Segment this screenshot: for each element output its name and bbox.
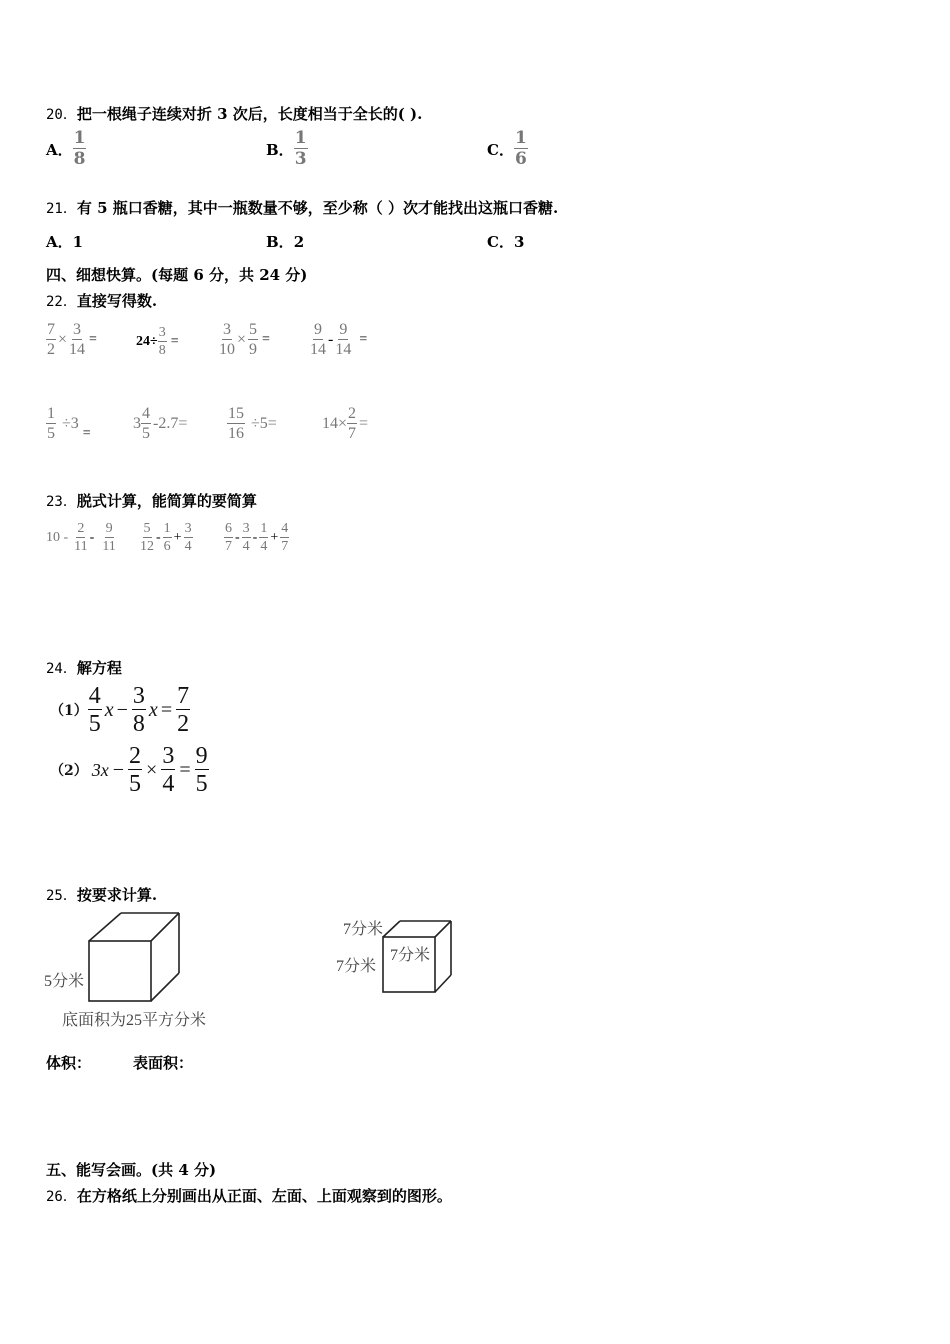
expression: $\frac{5}{12}$ - $\frac{1}{6}$ + $\frac{3}{4}$ bbox=[140, 521, 192, 554]
fraction: $\frac{4}{5}$ bbox=[142, 405, 150, 442]
option-value: 1 bbox=[72, 233, 84, 251]
question-number: 23． bbox=[46, 494, 77, 510]
fraction: $\frac{6}{7}$ bbox=[225, 521, 232, 554]
section-title: 五、能写会画。(共 4 分) bbox=[46, 1161, 217, 1179]
question-26 bbox=[46, 1185, 452, 1206]
question-number: 26． bbox=[46, 1189, 77, 1205]
fraction: $\frac{4}{7}$ bbox=[281, 521, 289, 554]
option-label: A． bbox=[46, 140, 73, 159]
question-text: 解方程 bbox=[76, 659, 122, 677]
fraction: $\frac{1}{6}$ bbox=[514, 128, 527, 169]
section-title: 四、细想快算。(每题 6 分，共 24 分) bbox=[46, 266, 308, 284]
question-23 bbox=[46, 490, 257, 511]
question-number: 25． bbox=[46, 888, 77, 904]
question-text: 直接写得数. bbox=[76, 292, 158, 310]
surface-area-label: 表面积： bbox=[133, 1054, 194, 1072]
fraction: $\frac{5}{9}$ bbox=[249, 321, 258, 358]
fraction: $\frac{3}{4}$ bbox=[162, 743, 175, 797]
question-22 bbox=[46, 290, 157, 311]
cuboid-edge bbox=[151, 913, 179, 941]
expression: 10 - $\frac{2}{11}$ - $\frac{9}{11}$ bbox=[46, 521, 116, 554]
fraction: $\frac{5}{12}$ bbox=[140, 521, 154, 554]
option-a[interactable] bbox=[46, 130, 86, 168]
option-b[interactable] bbox=[266, 130, 308, 168]
cuboid-edge bbox=[151, 973, 179, 1001]
question-text: 有 5 瓶口香糖，其中一瓶数量不够，至少称（ ）次才能找出这瓶口香糖. bbox=[76, 199, 559, 217]
fraction: $\frac{3}{14}$ bbox=[69, 321, 86, 358]
fraction: $\frac{9}{14}$ bbox=[335, 321, 352, 358]
expression: $\frac{15}{16}$ ÷5= bbox=[228, 405, 277, 442]
fraction: $\frac{2}{11}$ bbox=[74, 521, 88, 554]
option-value: 3 bbox=[513, 233, 525, 251]
fraction: $\frac{7}{2}$ bbox=[47, 321, 55, 358]
question-text: 按要求计算. bbox=[76, 886, 158, 904]
option-c[interactable] bbox=[487, 231, 524, 252]
fraction: $\frac{3}{4}$ bbox=[242, 521, 250, 554]
expression: 14× $\frac{2}{7}$ = bbox=[322, 405, 369, 442]
fraction: $\frac{9}{11}$ bbox=[102, 521, 116, 554]
cube-edge bbox=[383, 921, 400, 937]
question-25 bbox=[46, 884, 157, 905]
option-value: 2 bbox=[293, 233, 305, 251]
option-b[interactable] bbox=[266, 231, 304, 252]
expression: $\frac{7}{2}$ × $\frac{3}{14}$ = bbox=[47, 321, 97, 358]
fraction: $\frac{1}{6}$ bbox=[163, 521, 171, 554]
fraction: $\frac{1}{5}$ bbox=[47, 405, 55, 442]
question-text: 把一根绳子连续对折 3 次后，长度相当于全长的( ). bbox=[76, 105, 423, 123]
equation-1: （1） $\frac{4}{5}$ x − $\frac{3}{8}$ x = $\frac{7}{2}$ bbox=[50, 683, 190, 737]
fraction: $\frac{9}{5}$ bbox=[195, 743, 208, 797]
option-label: B． bbox=[266, 233, 294, 251]
expression: $\frac{9}{14}$ - $\frac{9}{14}$ = bbox=[310, 321, 368, 358]
question-number: 21． bbox=[46, 201, 77, 217]
expression: $\frac{6}{7}$ - $\frac{3}{4}$ - $\frac{1}{4}$ + $\frac{4}{7}$ bbox=[225, 521, 289, 554]
cube-edge bbox=[435, 921, 451, 937]
question-20 bbox=[46, 103, 422, 124]
volume-label: 体积： bbox=[46, 1054, 92, 1072]
option-label: C． bbox=[487, 140, 514, 159]
fraction: $\frac{9}{14}$ bbox=[310, 321, 326, 358]
option-label: C． bbox=[487, 233, 514, 251]
fraction: $\frac{2}{5}$ bbox=[129, 743, 142, 797]
cube-edge bbox=[435, 975, 451, 992]
fraction: $\frac{3}{4}$ bbox=[184, 521, 192, 554]
cuboid-edge bbox=[89, 913, 121, 941]
cuboid-height-label: 5分米 bbox=[44, 973, 85, 990]
question-number: 22． bbox=[46, 294, 77, 310]
option-a[interactable] bbox=[46, 231, 83, 252]
fraction: $\frac{1}{8}$ bbox=[73, 128, 86, 169]
equation-2: （2） 3x − $\frac{2}{5}$ × $\frac{3}{4}$ = $\frac{9}{5}$ bbox=[50, 743, 208, 797]
fraction: $\frac{1}{3}$ bbox=[294, 128, 307, 169]
cube-face-label: 7分米 bbox=[390, 947, 431, 964]
expression: $\frac{3}{10}$ × $\frac{5}{9}$ = bbox=[219, 321, 270, 358]
option-label: A． bbox=[46, 233, 73, 251]
question-number: 24． bbox=[46, 661, 77, 677]
expression: 24÷ $\frac{3}{8}$ = bbox=[136, 325, 179, 358]
question-text: 在方格纸上分别画出从正面、左面、上面观察到的图形。 bbox=[76, 1187, 452, 1205]
cube-side-label: 7分米 bbox=[336, 958, 377, 975]
cube-top-label: 7分米 bbox=[343, 921, 384, 938]
fraction: $\frac{3}{8}$ bbox=[158, 325, 166, 358]
option-label: B． bbox=[266, 140, 294, 159]
question-text: 脱式计算，能简算的要简算 bbox=[76, 492, 257, 510]
fraction: $\frac{15}{16}$ bbox=[228, 405, 244, 442]
expression: 3 $\frac{4}{5}$ -2.7= bbox=[133, 405, 188, 442]
cuboid-base-label: 底面积为25平方分米 bbox=[62, 1012, 207, 1029]
cuboid-front-face bbox=[89, 941, 151, 1001]
question-number: 20． bbox=[46, 107, 77, 123]
fraction: $\frac{7}{2}$ bbox=[177, 683, 190, 737]
question-21 bbox=[46, 197, 558, 218]
question-24 bbox=[46, 657, 122, 678]
fraction: $\frac{2}{7}$ bbox=[348, 405, 357, 442]
option-c[interactable] bbox=[487, 130, 528, 168]
fraction: $\frac{1}{4}$ bbox=[260, 521, 268, 554]
fraction: $\frac{3}{8}$ bbox=[132, 683, 145, 737]
expression: $\frac{1}{5}$ ÷3 = bbox=[47, 405, 91, 442]
fraction: $\frac{3}{10}$ bbox=[219, 321, 235, 358]
fraction: $\frac{4}{5}$ bbox=[88, 683, 101, 737]
